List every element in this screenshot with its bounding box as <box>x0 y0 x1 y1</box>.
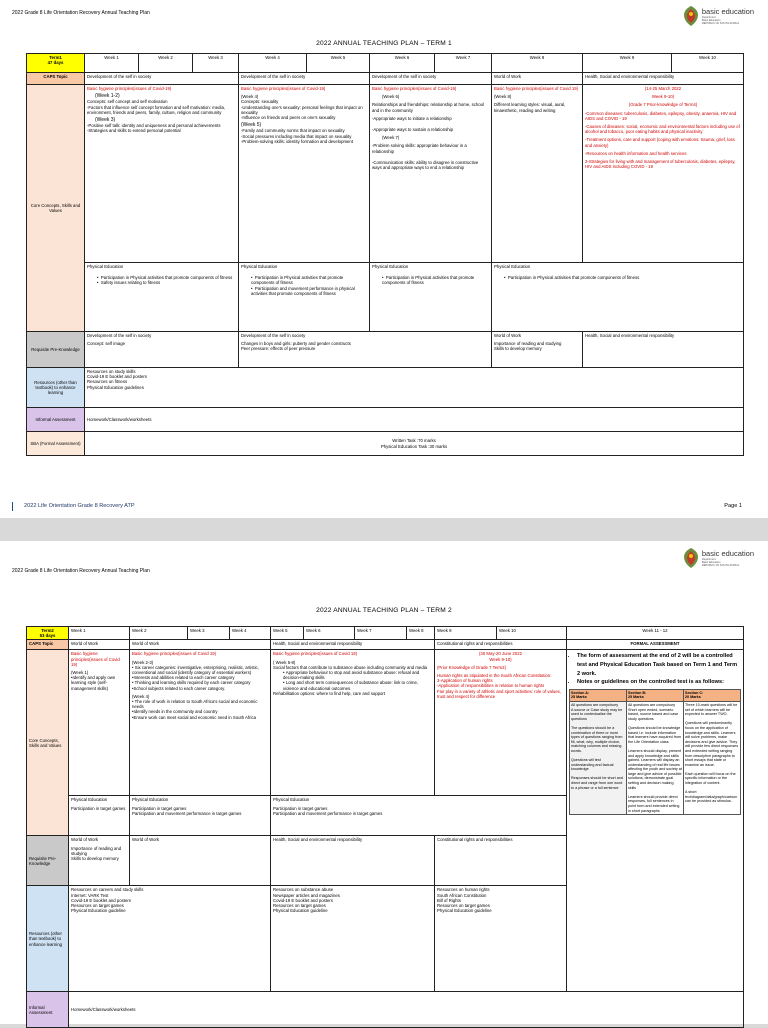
core-content <box>492 85 583 263</box>
res-line: Physical Education guideline <box>71 908 126 914</box>
caps-topic: World of Work <box>492 73 583 85</box>
pe-title: Physical Education <box>132 797 169 803</box>
res-content <box>69 886 271 992</box>
content-line: •Interests and abilities related to each career category <box>132 675 235 681</box>
content-line: Concepts: sexuality <box>241 99 279 105</box>
content-line: -Factors that influence self concept formation and self motivation: media, environment, friends and peers, family, culture, religion and community <box>87 104 226 115</box>
content-line: • Six career categories: investigative, enterprising, realistic, artistic, conventional and social (identify category of essential workers) <box>132 664 259 676</box>
week-marker: (Week 2-3) <box>132 659 154 665</box>
req-line: Importance of reading and studying <box>494 341 562 347</box>
res-content <box>435 886 567 992</box>
content-line: -Strategies and skills to extend personal potential <box>87 128 181 134</box>
content-line: -Treatment options, care and support (coping with emotions: trauma, grief, loss and anxiety) <box>585 137 735 148</box>
pe-content <box>130 796 271 836</box>
caps-topic: Constitutional rights and responsibilities <box>435 640 567 650</box>
pe-content <box>69 796 130 836</box>
row-label-sba: SBA (Formal Assessment) <box>27 432 85 456</box>
content-bullet: • Long and short term consequences of substance abuse: link to crime, violence and educational outcomes <box>283 680 419 691</box>
week-header: Week 2 <box>139 54 193 73</box>
section-b-title: Section B: <box>628 690 647 695</box>
logo-sub-text: REPUBLIC OF SOUTH AFRICA <box>701 563 740 567</box>
week-marker: (Week 7) <box>382 135 400 141</box>
req-line: Importance of reading and studying <box>71 845 122 856</box>
prior-knowledge-note: (Prior Knowledge of Grade 7 Term2) <box>437 664 506 670</box>
res-line: Covid-19 E booklet and posters <box>273 897 333 903</box>
hygiene-note: Basic hygiene principles(issues of Covid 19) <box>71 651 120 667</box>
hygiene-note: Basic hygiene principles(issues of Covid 19) <box>494 86 579 91</box>
core-content <box>130 650 271 796</box>
pe-content <box>492 263 744 332</box>
page-title: 2022 ANNUAL TEACHING PLAN – TERM 1 <box>316 40 452 47</box>
row-label-inf: Informal Assessment <box>27 408 85 432</box>
hygiene-note: Basic hygiene principles(issues of Covid-19) <box>87 86 172 91</box>
term-days: 53 days <box>39 633 56 639</box>
core-content <box>370 85 492 263</box>
content-line: Rehabilitation options: where to find help, care and support <box>273 690 386 696</box>
content-line: Appropriate behaviour to stop and avoid substance abuse: refusal and decision-making skills <box>283 670 420 681</box>
week-marker: (Week 3) <box>95 117 116 124</box>
req-title: World of Work <box>71 837 99 843</box>
section-c-marks: 20 Marks <box>685 695 701 700</box>
date-range: (30 May-20 June 2022 <box>479 651 522 657</box>
footer-title: 2022 Life Orientation Grade 8 Recovery ATP <box>24 503 135 509</box>
row-label-res: Resources (other than textbook) to enhance learning <box>27 368 85 408</box>
week-header: Week 3 <box>193 54 239 73</box>
req-line: Concept: self image <box>87 341 125 347</box>
week-header: Week 10 <box>497 627 567 640</box>
res-line: Resources on target games <box>273 903 326 909</box>
week-header: Week 4 <box>239 54 307 73</box>
section-c-body: Three 10-mark questions will be set of which learners will be expected to answer TWO. Questions will predominantly focus on the application of knowledge and skills. Learners will solve problems, make decisions and give advice. They will provide few direct responses and extended writing ranging from descriptive paragraphs to short essays that state or examine an issue. Each question will focus on the specific information or the integration of content. A short text/diagram/data/graph/cartoon can be provided as stimulus. <box>685 702 739 804</box>
content-line: -Communication skills: ability to disagree in constructive ways and appropriate ways to end a relationship <box>372 159 479 171</box>
dbe-logo <box>683 5 754 27</box>
week-header: Week 5 <box>271 627 304 640</box>
term-cell <box>27 54 85 73</box>
res-line: Resources on fitness <box>87 379 128 385</box>
term-days: 47 days <box>47 60 64 66</box>
week-marker: (Week 4) <box>241 94 259 100</box>
pe-item: • Participation in Physical activities that promote components of fitness <box>382 275 475 286</box>
core-content <box>69 650 130 796</box>
res-line: Resources on target games <box>71 903 124 909</box>
pe-item: • Participation in Physical activities that promote components of fitness <box>504 275 640 281</box>
pe-title: Physical Education <box>273 797 310 803</box>
content-line: -Resources on health information and health services <box>585 150 687 156</box>
content-line: Different learning styles: visual, aural, kinaesthetic, reading and writing <box>494 102 566 113</box>
pe-content <box>239 263 370 332</box>
res-line: Resources on study skills <box>87 369 136 374</box>
pe-content <box>370 263 492 332</box>
core-content <box>271 650 435 796</box>
caps-topic: Development of the self in society <box>370 73 492 85</box>
req-content: Constitutional rights and responsibilities <box>435 836 567 886</box>
pe-line: Participation and movement performance in target games <box>273 810 383 816</box>
hygiene-note: Basic hygiene principles(issues of Covid-19) <box>372 86 457 91</box>
res-line: Resources on target games <box>437 903 490 909</box>
res-content <box>271 886 435 992</box>
req-line: Peer pressure: effects of peer pressure <box>241 346 316 352</box>
pe-item-text: Participation in Physical activities that promote components of fitness <box>251 275 344 286</box>
logo-sub-text: REPUBLIC OF SOUTH AFRICA <box>701 21 740 25</box>
fa-section-headers <box>569 689 741 702</box>
pe-line: Participation in target games <box>71 805 126 811</box>
term-cell <box>27 627 69 640</box>
res-line: Covid-19 E booklet and posters <box>87 374 147 380</box>
week-marker: (Week 4) <box>132 693 150 699</box>
section-c-title: Section C: <box>685 690 704 695</box>
row-label-req: Requisite Pre-Knowledge <box>27 836 69 886</box>
row-label-core: Core Concepts, Skills and Values <box>27 650 69 836</box>
page-2 <box>0 541 768 1024</box>
res-line: Physical Education guideline <box>273 908 328 914</box>
core-content <box>239 85 370 263</box>
week-marker: (Week 8) <box>494 94 512 100</box>
req-line: Skills to develop memory <box>494 346 542 352</box>
logo-main-text: basic education <box>701 6 754 16</box>
week-header: Week 10 <box>672 54 744 73</box>
pe-item-text: Participation in Physical activities that promote components of fitness <box>100 275 233 281</box>
formal-assessment <box>567 650 744 992</box>
req-content: Health, Social and environmental responsibility <box>583 332 744 368</box>
coat-of-arms-icon <box>683 5 699 27</box>
res-line: South African Constitution <box>437 892 487 898</box>
week-header: Week 7 <box>435 54 492 73</box>
content-line: -Family and community norms that impact on sexuality <box>241 128 345 134</box>
date-range: (14-25 March 2022 <box>644 86 682 91</box>
content-line: -Appropriate ways to sustain a relationship <box>372 127 453 133</box>
week-header: Week 3 <box>188 627 230 640</box>
res-line: Physical Education guideline <box>437 908 492 914</box>
week-header: Week 7 <box>355 627 407 640</box>
pe-item-text: Participation and movement performance in physical activities that promote components of fitness <box>251 285 355 296</box>
content-line: -Positive self talk: identity and uniqueness and personal achievements <box>87 123 221 129</box>
section-b-marks: 25 Marks <box>628 695 644 700</box>
content-line: -Common diseases: tuberculosis, diabetes, epilepsy, obesity, anaemia, HIV and AIDS and COVID - 19 <box>585 110 737 121</box>
req-content <box>239 332 492 368</box>
content-line: 3-Strategies for living with and management of tuberculosis, diabetes, epilepsy, HIV and AIDS including COVID - 19 <box>585 159 736 170</box>
week-header: Week 5 <box>307 54 370 73</box>
pe-title: Physical Education <box>372 264 409 269</box>
page-header: 2022 Grade 8 Life Orientation Recovery Annual Teaching Plan <box>12 568 150 574</box>
core-content <box>435 650 567 796</box>
caps-topic: Health, Social and environmental responsibility <box>271 640 435 650</box>
content-line: 3-Application of human rights <box>437 678 493 684</box>
pe-content <box>85 263 239 332</box>
week-header: Week 8 <box>407 627 435 640</box>
req-content <box>69 836 130 886</box>
pe-line: Participation and movement performance in target games <box>132 810 242 816</box>
week-marker: Week 9-10) <box>489 656 512 662</box>
page-title: 2022 ANNUAL TEACHING PLAN – TERM 2 <box>316 607 452 614</box>
content-line: Relationships and friendships: relationship at home, school and in the community <box>372 102 485 113</box>
sba-line: Written Task :70 marks <box>392 438 436 444</box>
pe-item: • Participation in Physical activities that promote components of fitness <box>97 275 233 281</box>
logo-sub-text: Basic Education <box>701 560 721 564</box>
req-title: Development of the self in society <box>87 333 152 338</box>
section-b-header <box>627 690 684 701</box>
term2-table <box>26 626 744 1028</box>
section-a-body: All questions are compulsory A source or Case study may be used to contextualise the questions The questions should be a combination of three or more types of questions ranging from fill, what, why, multiple choice, matching columns and missing words. Questions will test understanding and factual knowledge Responses should be short and direct and range from one word to a phrase or a full sentence <box>570 702 627 814</box>
res-content <box>85 368 744 408</box>
pe-item-text: Participation in Physical activities that promote components of fitness <box>382 275 475 286</box>
req-line: Changes in boys and girls: puberty and gender constructs <box>241 341 351 347</box>
res-line: Resources on human rights <box>437 887 490 893</box>
week-header: Week 8 <box>492 54 583 73</box>
content-line: •Identify needs in the community and country <box>132 709 218 715</box>
content-line: -Application of responsibilities in relation to human rights <box>437 683 545 689</box>
content-line: -Influence on friends and peers on one's sexuality <box>241 115 336 121</box>
req-line: Skills to develop memory <box>71 856 119 862</box>
req-content: World of Work <box>130 836 271 886</box>
term1-table <box>26 53 744 456</box>
inf-content: Homework/Classwork/worksheets <box>85 408 744 432</box>
week-header: Week 9 <box>435 627 497 640</box>
dbe-logo <box>683 547 754 569</box>
coat-of-arms-icon <box>683 547 699 569</box>
content-line: •Ensure work can meet social and economic need in South Africa <box>132 714 257 720</box>
page-number: Page 1 <box>724 503 742 509</box>
content-line: -Problem solving skills: appropriate behaviour in a relationship <box>372 143 467 154</box>
week-header: Week 1 <box>85 54 139 73</box>
fa-note: • The form of assessment at the end of 2 will be a controlled test and Physical Education Task based on Term 1 and Term 2 work. <box>577 652 741 678</box>
section-c-header <box>684 690 740 701</box>
pe-item: • Safety issues relating to fitness <box>97 280 161 286</box>
content-line: •Identify and apply own learning style (self-management skills) <box>71 675 116 691</box>
section-b-body: All questions are compulsory Short open ended, scenario based, source based and case study questions Questions should be knowledge based i.e. include information that learners have acquired from the Life Orientation class Learners should display, present and apply knowledge and skills gained. Learners will display an understanding of real life issues affecting the youth and society at large and give advice of possible solutions, demonstrate goal setting and decision making skills Learners should provide direct responses, full sentences in point form and extended writing in short paragraphs <box>627 702 684 814</box>
content-line: -Problem-solving skills: identity formation and development <box>241 138 354 144</box>
res-line: Internet: VARK Test <box>71 892 109 898</box>
inf-content: Homework/Classwork/worksheets <box>69 992 744 1028</box>
content-line: • Thinking and learning skills required by each career category <box>132 680 251 686</box>
week-marker: Week 9-10) <box>651 94 675 100</box>
fa-notes <box>569 652 741 686</box>
hygiene-note: Basic hygiene principles(issues of Covid-19) <box>241 86 326 91</box>
res-line: Newspaper articles and magazines <box>273 892 340 898</box>
prior-knowledge-note: (Grade 7 Prior-knowledge of Term4) <box>628 102 698 108</box>
row-label-caps: CAPS Topic <box>27 73 85 85</box>
week-marker: (Week 5) <box>241 122 262 129</box>
content-line: Long and short term consequences of substance abuse: link to crime, violence and educational outcomes <box>283 680 419 691</box>
row-label-res: Resources (other than textbook) to enhance learning <box>27 886 69 992</box>
week-header: Week 6 <box>370 54 435 73</box>
week-header: Week 11 - 12 <box>567 627 744 640</box>
section-a-marks: 25 Marks <box>571 695 587 700</box>
section-a-title: Section A: <box>571 690 590 695</box>
content-line: • The role of work in relation to South Africa's social and economic needs <box>132 699 258 710</box>
req-content <box>492 332 583 368</box>
req-title: Development of the self in society <box>241 333 306 338</box>
week-header: Week 4 <box>230 627 271 640</box>
pe-item-text: Participation in Physical activities that promote components of fitness <box>507 275 640 281</box>
caps-topic: Health, Social and environmental responsibility <box>583 73 744 85</box>
logo-sub-text: Basic Education <box>701 18 721 22</box>
res-line: Resources on careers and study skills <box>71 887 144 893</box>
fa-section-bodies <box>569 702 741 815</box>
week-marker: (Week 1-2) <box>95 93 120 100</box>
res-line: Covid-19 E booklet and posters <box>71 897 131 903</box>
caps-topic: FORMAL ASSESSMENT <box>567 640 744 650</box>
pe-title: Physical Education <box>87 264 124 269</box>
logo-sub-text: Department: <box>701 15 717 19</box>
res-line: Bill of Rights <box>437 897 461 903</box>
pe-item-text: Safety issues relating to fitness <box>100 280 161 286</box>
logo-main-text: basic education <box>701 548 754 558</box>
pe-title: Physical Education <box>241 264 278 269</box>
week-marker: (Week 6) <box>382 94 400 100</box>
week-header: Week 6 <box>304 627 355 640</box>
pe-item: • Participation in Physical activities that promote components of fitness <box>251 275 344 286</box>
logo-sub-text: Department: <box>701 557 717 561</box>
row-label-caps: CAPS Topic <box>27 640 69 650</box>
pe-item: • Participation and movement performance in physical activities that promote components of fitness <box>251 285 355 296</box>
pe-line: Participation in target games <box>273 805 328 811</box>
week-header: Week 2 <box>130 627 188 640</box>
content-line: Concepts: self concept and self motivation <box>87 99 168 105</box>
caps-topic: World of Work <box>69 640 130 650</box>
res-line: Resources on substance abuse <box>273 887 334 893</box>
core-content <box>583 85 744 263</box>
pe-title: Physical Education <box>494 264 531 269</box>
caps-topic: Development of the self in society <box>85 73 239 85</box>
content-line: Social factors that contribute to substance abuse including community and media <box>273 664 428 670</box>
footer-bar <box>12 502 13 511</box>
page-header: 2022 Grade 8 Life Orientation Recovery Annual Teaching Plan <box>12 10 150 16</box>
pe-line: Participation in target games <box>132 805 187 811</box>
week-marker: (Week 1) <box>71 670 89 676</box>
sba-content <box>85 432 744 456</box>
pe-title: Physical Education <box>71 797 108 803</box>
content-bullet: • Appropriate behaviour to stop and avoid substance abuse: refusal and decision-making skills <box>283 670 420 681</box>
row-label-core: Core Concepts, Skills and Values <box>27 85 85 332</box>
core-content <box>85 85 239 263</box>
req-content: Health, Social and environmental responsibility <box>271 836 435 886</box>
week-header: Week 1 <box>69 627 130 640</box>
term-label: Term2 <box>41 628 54 633</box>
req-title: World of Work <box>494 333 522 338</box>
content-line: -Appropriate ways to initiate a relationship <box>372 115 452 121</box>
caps-topic: World of Work <box>130 640 271 650</box>
row-label-req: Requisite Pre-Knowledge <box>27 332 85 368</box>
fa-note: • Notes or guidelines on the controlled test is as follows: <box>577 678 741 687</box>
section-a-header <box>570 690 627 701</box>
hygiene-note: Basic hygiene principles(issues of Covid 19) <box>273 651 358 657</box>
caps-topic: Development of the self in society <box>239 73 370 85</box>
content-line: Fair play in a variety of athletic and sport activities: role of values, trust and respect for difference <box>437 688 561 699</box>
content-line: -Understanding one's sexuality: personal feelings that impact on sexuality <box>241 104 363 115</box>
hygiene-note: Basic hygiene principles(issues of Covid 19) <box>132 651 217 657</box>
res-line: Physical Education guidelines <box>87 384 144 390</box>
pe-content <box>271 796 567 836</box>
content-line: -Social pressures including media that impact on sexuality <box>241 133 352 139</box>
content-line: •School subjects related to each career category. <box>132 685 226 691</box>
row-label-inf: Informal Assessment <box>27 992 69 1028</box>
content-line: Human rights as stipulated in the South African Constitution: <box>437 673 552 679</box>
content-line: -Causes of diseases: social, economic and environmental factors including use of alcohol and tobacco, poor eating habits and physical inactivity <box>585 124 740 135</box>
req-content <box>85 332 239 368</box>
week-header: Week 9 <box>583 54 672 73</box>
week-marker: ( Week 5-8) <box>273 659 296 665</box>
sba-line: Physical Education Task :30 marks <box>380 443 448 449</box>
term-label: Term1 <box>49 55 62 60</box>
